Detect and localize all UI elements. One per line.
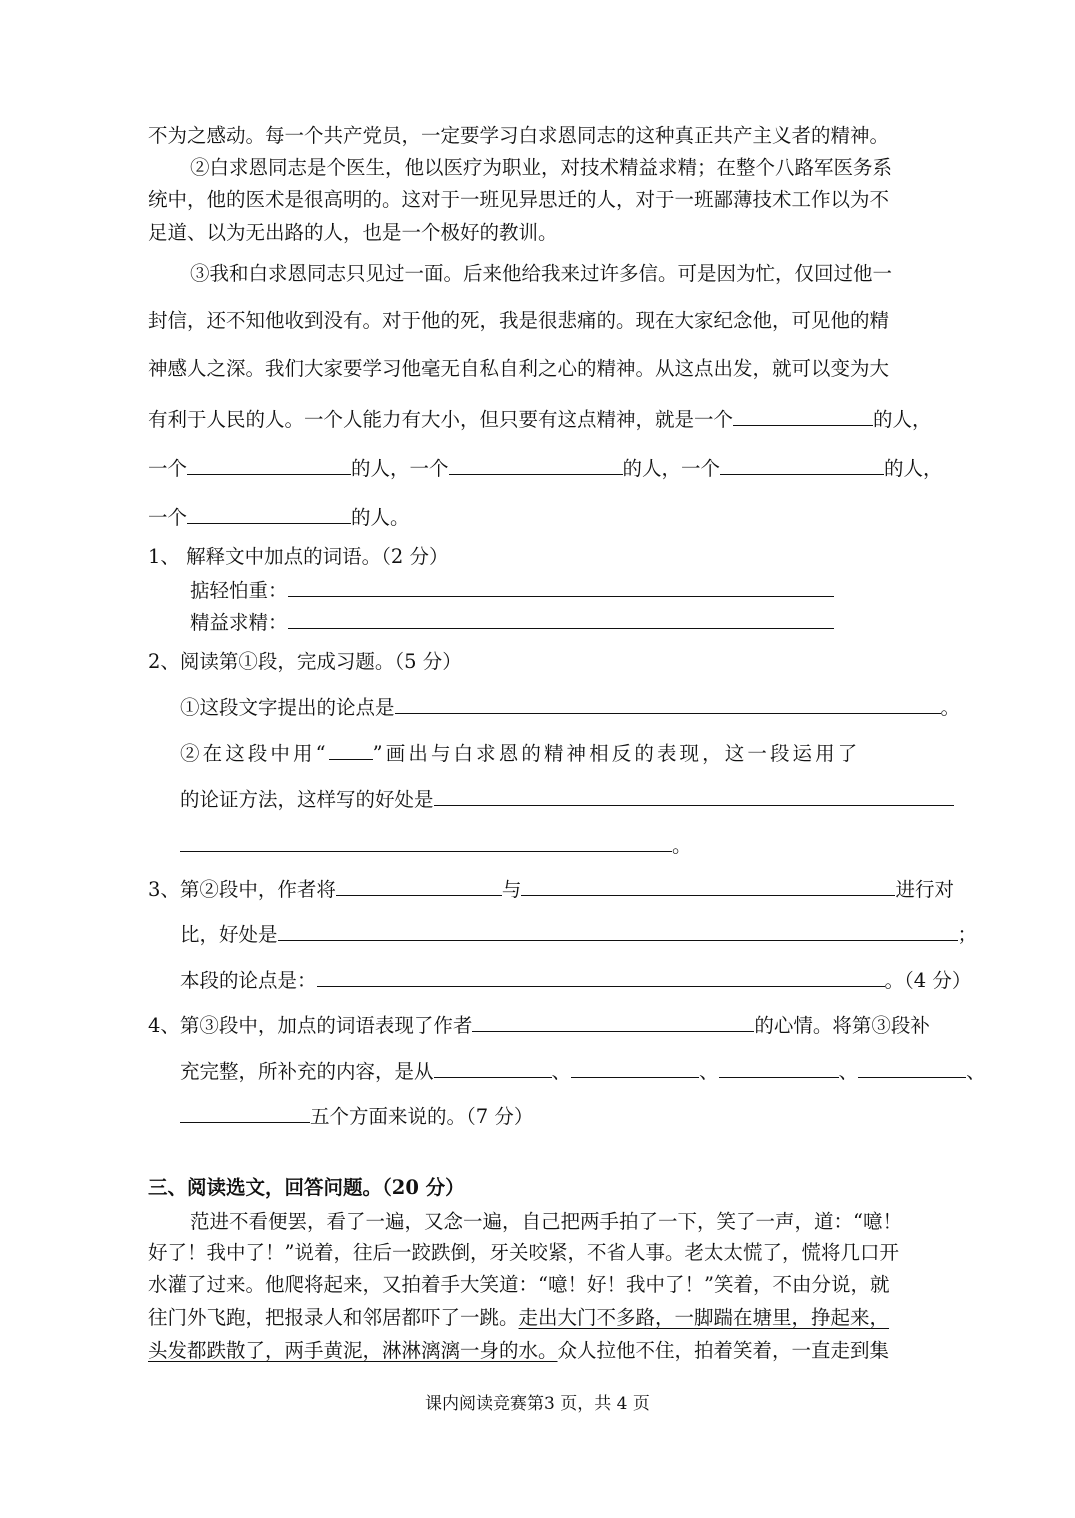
answer-blank[interactable]: [472, 1013, 754, 1032]
text: 掂轻怕重：: [190, 579, 288, 602]
text: 进行对: [895, 878, 954, 901]
section3-line2: 好了！我中了！”说着，往后一跤跌倒，牙关咬紧，不省人事。老太太慌了，慌将几口开: [148, 1241, 899, 1264]
text: 有利于人民的人。一个人能力有大小，但只要有这点精神，就是一个: [148, 408, 734, 431]
answer-blank[interactable]: [858, 1059, 966, 1078]
answer-blank[interactable]: [336, 877, 502, 896]
section3-line4: [148, 1306, 889, 1330]
q4-line1: [148, 1013, 930, 1038]
answer-blank[interactable]: [187, 505, 351, 524]
text: 的人，一个: [622, 457, 721, 480]
q4-line2: [180, 1059, 986, 1084]
text: 一个: [148, 506, 188, 529]
answer-blank[interactable]: [521, 877, 895, 896]
page-footer: 课内阅读竞赛第3 页，共 4 页: [425, 1394, 650, 1414]
text: 。: [672, 834, 692, 857]
text: 3、第②段中，作者将: [148, 878, 336, 901]
q3-line2: [180, 922, 977, 947]
answer-blank[interactable]: [719, 1059, 839, 1078]
q3-line3: [180, 968, 971, 993]
answer-blank[interactable]: [278, 922, 958, 941]
text: 的人。: [351, 506, 410, 529]
para2-line2: 统中，他的医术是很高明的。这对于一班见异思迁的人，对于一班鄙薄技术工作以为不: [148, 188, 890, 211]
section3-line3: 水灌了过来。他爬将起来，又拍着手大笑道：“噫！好！我中了！”笑着，不由分说，就: [148, 1273, 890, 1296]
text: ①这段文字提出的论点是: [180, 696, 395, 719]
section3-line1: 范进不看便罢，看了一遍，又念一遍，自己把两手拍了一下，笑了一声，道：“噫！: [190, 1210, 902, 1233]
para3-line3: 神感人之深。我们大家要学习他毫无自私自利之心的精神。从这点出发，就可以变为大: [148, 357, 890, 380]
text: 众人拉他不住，拍着笑着，一直走到集: [557, 1339, 890, 1362]
answer-blank[interactable]: [434, 1059, 552, 1078]
underlined-text: 头发都跌散了，两手黄泥，淋淋漓漓一身的水。: [148, 1339, 558, 1362]
section3-line5: [148, 1339, 889, 1363]
text: 、: [551, 1060, 572, 1083]
para1-line1: 不为之感动。每一个共产党员，一定要学习白求恩同志的这种真正共产主义者的精神。: [148, 124, 890, 147]
text: 、: [838, 1060, 859, 1083]
para3-line2: 封信，还不知他收到没有。对于他的死，我是很悲痛的。现在大家纪念他，可见他的精: [148, 309, 890, 332]
answer-blank[interactable]: [288, 610, 834, 629]
text: 。（4 分）: [884, 969, 972, 992]
text: 一个: [148, 457, 188, 480]
q1-word2: [190, 610, 834, 635]
section3-heading: 三、阅读选文，回答问题。（20 分）: [148, 1176, 465, 1199]
answer-blank[interactable]: [187, 456, 351, 475]
text: 4、第③段中，加点的词语表现了作者: [148, 1014, 473, 1037]
text: 。: [940, 696, 961, 719]
answer-blank[interactable]: [317, 968, 885, 987]
para3-line6: [148, 505, 410, 530]
q2-title: 2、阅读第①段，完成习题。（5 分）: [148, 650, 462, 673]
answer-blank[interactable]: [395, 695, 941, 714]
answer-blank[interactable]: [571, 1059, 699, 1078]
q2-part-a: [180, 695, 960, 720]
q2-part-b-line3: [180, 833, 692, 858]
text: 的论证方法，这样写的好处是: [180, 788, 434, 811]
q2-part-b-line2: [180, 787, 954, 812]
q2-part-b-line1: [180, 741, 860, 766]
text: 往门外飞跑，把报录人和邻居都吓了一跳。: [148, 1306, 519, 1329]
para2-line3: 足道、以为无出路的人，也是一个极好的教训。: [148, 221, 558, 244]
answer-blank[interactable]: [720, 456, 884, 475]
answer-blank[interactable]: [288, 578, 834, 597]
text: 的人，: [873, 408, 932, 431]
text: ②在这段中用“: [180, 742, 329, 765]
text: 的人，: [884, 457, 943, 480]
underline-sample: [329, 741, 373, 760]
q3-line1: [148, 877, 954, 902]
text: 本段的论点是：: [180, 969, 317, 992]
text: ”画出与白求恩的精神相反的表现，这一段运用了: [372, 742, 861, 765]
text: 充完整，所补充的内容，是从: [180, 1060, 434, 1083]
answer-blank[interactable]: [180, 1104, 310, 1123]
answer-blank[interactable]: [733, 407, 873, 426]
answer-blank[interactable]: [180, 833, 672, 852]
text: 的心情。将第③段补: [754, 1014, 930, 1037]
answer-blank[interactable]: [434, 787, 954, 806]
text: 的人，一个: [351, 457, 449, 480]
para3-line4: [148, 407, 932, 432]
text: 、: [966, 1060, 986, 1083]
text: ；: [957, 923, 978, 946]
text: 比，好处是: [180, 923, 278, 946]
q1-word1: [190, 578, 834, 603]
q4-line3: [180, 1104, 533, 1129]
text: 精益求精：: [190, 611, 288, 634]
text: 五个方面来说的。（7 分）: [310, 1105, 534, 1128]
q1-title: 1、 解释文中加点的词语。（2 分）: [148, 545, 449, 568]
answer-blank[interactable]: [449, 456, 623, 475]
para3-line1: ③我和白求恩同志只见过一面。后来他给我来过许多信。可是因为忙，仅回过他一: [190, 262, 893, 285]
para3-line5: [148, 456, 943, 481]
para2-line1: ②白求恩同志是个医生，他以医疗为职业，对技术精益求精；在整个八路军医务系: [190, 156, 893, 179]
underlined-text: 走出大门不多路，一脚踹在塘里，挣起来，: [518, 1306, 890, 1329]
text: 、: [699, 1060, 719, 1083]
text: 与: [501, 878, 522, 901]
